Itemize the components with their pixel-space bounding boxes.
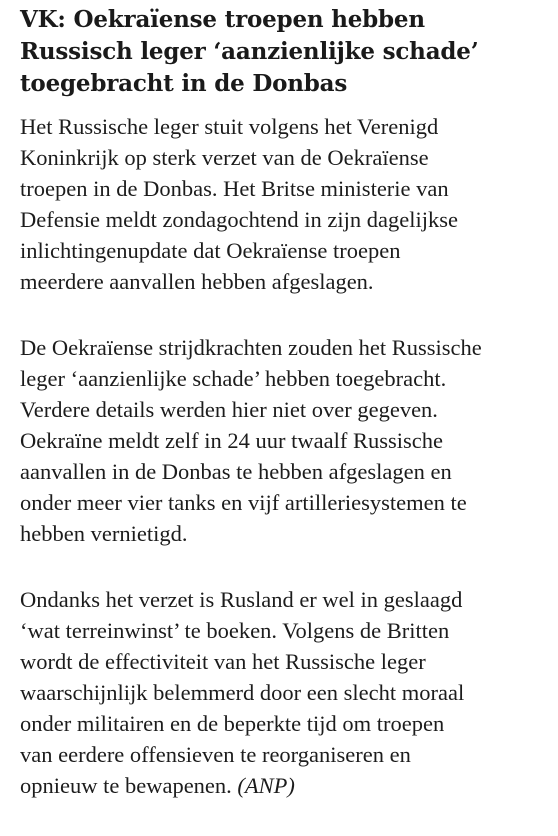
paragraph-line: Koninkrijk op sterk verzet van de Oekraïense: [20, 145, 429, 170]
paragraph-line: Ondanks het verzet is Rusland er wel in geslaagd: [20, 587, 463, 612]
article-headline: [20, 4, 550, 100]
paragraph-line: inlichtingenupdate dat Oekraïense troepen: [20, 238, 401, 263]
article-paragraph-3: [20, 584, 550, 801]
article: [20, 4, 550, 836]
paragraph-line: ‘wat terreinwinst’ te boeken. Volgens de Britten: [20, 618, 450, 643]
paragraph-line: waarschijnlijk belemmerd door een slecht moraal: [20, 680, 465, 705]
paragraph-line: troepen in de Donbas. Het Britse ministerie van: [20, 176, 449, 201]
paragraph-line: wordt de effectiviteit van het Russische leger: [20, 649, 426, 674]
paragraph-line: hebben vernietigd.: [20, 521, 188, 546]
paragraph-line: Verdere details werden hier niet over gegeven.: [20, 397, 438, 422]
headline-line: Russisch leger ‘aanzienlijke schade’: [20, 38, 479, 65]
paragraph-line: [20, 770, 550, 801]
headline-line: VK: Oekraïense troepen hebben: [20, 6, 425, 33]
paragraph-line-text: opnieuw te bewapenen.: [20, 773, 232, 798]
article-paragraph-2: [20, 332, 550, 549]
paragraph-line: De Oekraïense strijdkrachten zouden het Russische: [20, 335, 482, 360]
paragraph-line: Oekraïne meldt zelf in 24 uur twaalf Russische: [20, 428, 443, 453]
source-credit: (ANP): [237, 773, 295, 798]
paragraph-line: meerdere aanvallen hebben afgeslagen.: [20, 269, 374, 294]
paragraph-line: Het Russische leger stuit volgens het Verenigd: [20, 114, 439, 139]
paragraph-line: onder militairen en de beperkte tijd om troepen: [20, 711, 445, 736]
paragraph-line: van eerdere offensieven te reorganiseren en: [20, 742, 411, 767]
article-paragraph-1: [20, 111, 550, 297]
paragraph-line: aanvallen in de Donbas te hebben afgeslagen en: [20, 459, 452, 484]
paragraph-line: Defensie meldt zondagochtend in zijn dagelijkse: [20, 207, 458, 232]
paragraph-line: onder meer vier tanks en vijf artilleriesystemen te: [20, 490, 467, 515]
paragraph-line: leger ‘aanzienlijke schade’ hebben toegebracht.: [20, 366, 447, 391]
headline-line: toegebracht in de Donbas: [20, 70, 348, 97]
